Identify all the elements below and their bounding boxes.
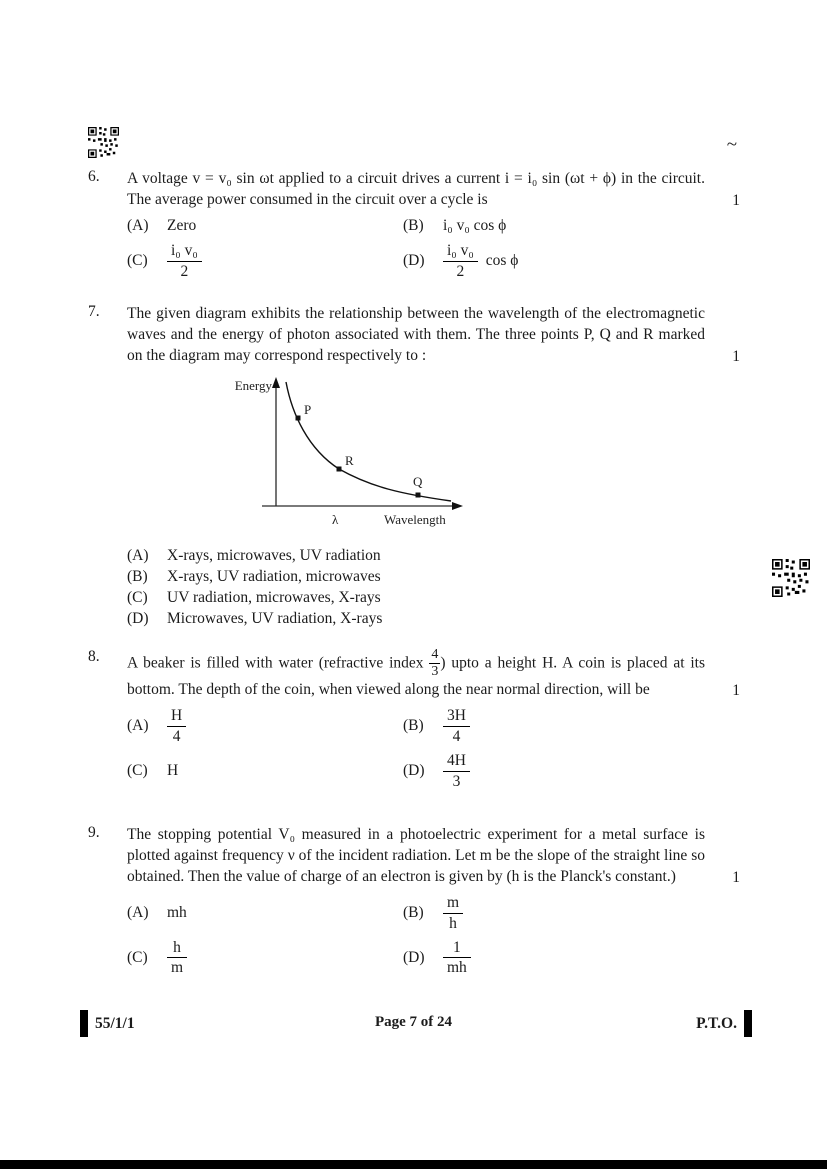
question-text [127, 648, 705, 700]
footer-left-bar [80, 1010, 88, 1037]
fraction-denominator: 4 [172, 727, 181, 745]
option-a [127, 547, 740, 565]
option-a [127, 707, 403, 745]
fraction-numerator: 1 [443, 939, 471, 958]
question-text: The stopping potential V₀ measured in a photoelectric experiment for a metal surface is plotted against frequency ν of the incident radiation. Let m be the slope of the straight line so obtained. Then the value of charge of an electron is given by (h is the Planck's constant.) [127, 826, 705, 886]
option-label: (C) [127, 762, 148, 780]
fraction [443, 752, 470, 790]
option-d [403, 939, 471, 977]
option-label: (D) [403, 762, 425, 780]
option-label: (A) [127, 904, 149, 922]
question-marks: 1 [732, 348, 740, 366]
point-q-marker [416, 493, 421, 498]
fraction-denominator: 4 [452, 727, 461, 745]
fraction-denominator: 2 [456, 262, 465, 280]
option-label: (D) [403, 948, 425, 966]
point-q-label: Q [413, 474, 423, 490]
option-text: X-rays, microwaves, UV radiation [167, 547, 381, 565]
question-text-post: ) upto a height H. A coin is placed at its bottom. The depth of the coin, when viewed along the near normal direction, will be [127, 654, 705, 699]
option-c [127, 589, 740, 607]
option-row [127, 707, 740, 745]
fraction-numerator: 4 [431, 647, 439, 662]
option-label: (C) [127, 252, 148, 270]
energy-wavelength-diagram [216, 374, 740, 539]
question-text-pre: A beaker is filled with water (refractive index [127, 654, 430, 672]
point-p-label: P [304, 402, 312, 418]
y-axis-label: Energy [234, 378, 272, 394]
fraction-denominator: m [171, 959, 184, 977]
fraction-denominator: 2 [180, 262, 189, 280]
option-label: (A) [127, 547, 149, 565]
question-8 [88, 648, 740, 790]
point-p-marker [296, 416, 301, 421]
question-number: 6. [88, 168, 100, 185]
question-6 [88, 168, 740, 280]
qr-code-icon [88, 127, 119, 158]
question-9 [88, 824, 740, 977]
footer-right [696, 1010, 752, 1037]
question-number: 9. [88, 824, 100, 841]
fraction-denominator: 3 [452, 772, 461, 790]
option-row [127, 894, 740, 932]
fraction [443, 242, 478, 280]
pto-label: P.T.O. [696, 1014, 737, 1032]
option-a [127, 904, 403, 922]
fraction [443, 939, 471, 977]
fraction [167, 939, 187, 977]
option-row [127, 217, 740, 235]
option-b [403, 707, 470, 745]
point-r-label: R [345, 453, 354, 469]
question-number: 7. [88, 303, 100, 320]
option-b [127, 568, 740, 586]
option-text: H [167, 762, 179, 780]
question-9-statement [88, 824, 740, 887]
tilde-mark: ~ [726, 134, 737, 155]
lambda-label: λ [332, 512, 339, 528]
y-axis-arrow-icon [272, 377, 280, 388]
option-text: Microwaves, UV radiation, X-rays [167, 610, 383, 628]
option-text: cos ϕ [485, 252, 519, 270]
fraction [429, 648, 440, 679]
option-label: (A) [127, 717, 149, 735]
option-c [127, 939, 403, 977]
option-c [127, 762, 403, 780]
option-c [127, 242, 403, 280]
question-number: 8. [88, 648, 100, 665]
question-7-statement [88, 303, 740, 366]
fraction-numerator: i₀ v₀ [167, 242, 202, 261]
fraction-denominator: mh [447, 959, 467, 977]
fraction-numerator: 3H [443, 707, 470, 726]
hyperbolic-curve [286, 382, 451, 501]
question-text: The given diagram exhibits the relationship between the wavelength of the electromagnetic waves and the energy of photon associated with them. The three points P, Q and R marked on the diagram may correspond respectively to : [127, 305, 705, 365]
option-row [127, 939, 740, 977]
fraction-denominator: h [449, 914, 457, 932]
option-label: (C) [127, 948, 148, 966]
option-label: (A) [127, 217, 149, 235]
x-axis-arrow-icon [452, 502, 463, 510]
footer [0, 1010, 827, 1042]
option-row [127, 752, 740, 790]
option-label: (D) [127, 610, 149, 628]
question-9-options [127, 894, 740, 976]
option-d [403, 752, 470, 790]
option-label: (D) [403, 252, 425, 270]
x-axis-label: Wavelength [384, 512, 446, 528]
question-8-options [127, 707, 740, 789]
option-label: (B) [403, 217, 424, 235]
option-text: X-rays, UV radiation, microwaves [167, 568, 381, 586]
option-d [127, 610, 740, 628]
option-text: mh [167, 904, 187, 922]
page-bottom-bar [0, 1160, 827, 1169]
question-8-statement [88, 648, 740, 700]
option-label: (B) [127, 568, 148, 586]
fraction-numerator: 4H [443, 752, 470, 771]
point-r-marker [337, 467, 342, 472]
option-text: Zero [167, 217, 197, 235]
option-a [127, 217, 403, 235]
page-indicator: Page 7 of 24 [374, 1014, 453, 1030]
option-b [403, 894, 463, 932]
question-6-options [127, 217, 740, 280]
question-marks: 1 [732, 682, 740, 700]
question-marks: 1 [732, 192, 740, 210]
option-label: (C) [127, 589, 148, 607]
option-row [127, 242, 740, 280]
fraction [167, 242, 202, 280]
option-label: (B) [403, 904, 424, 922]
question-text: A voltage v = v₀ sin ωt applied to a circuit drives a current i = i₀ sin (ωt + ϕ) in the circuit. The average power consumed in the circuit over a cycle is [127, 170, 705, 209]
question-marks: 1 [732, 869, 740, 887]
fraction-numerator: m [443, 894, 463, 913]
fraction [167, 707, 186, 745]
fraction-numerator: H [167, 707, 186, 726]
footer-left [80, 1010, 135, 1037]
footer-right-bar [744, 1010, 752, 1037]
option-label: (B) [403, 717, 424, 735]
option-text: i₀ v₀ cos ϕ [443, 217, 507, 235]
fraction-numerator: i₀ v₀ [443, 242, 478, 261]
qr-code-icon [772, 559, 810, 597]
fraction [443, 894, 463, 932]
question-7-options [127, 547, 740, 628]
question-6-statement [88, 168, 740, 210]
option-b [403, 217, 506, 235]
fraction-denominator: 3 [431, 663, 439, 679]
fraction-numerator: h [167, 939, 187, 958]
fraction [443, 707, 470, 745]
option-text: UV radiation, microwaves, X-rays [167, 589, 381, 607]
option-d [403, 242, 518, 280]
question-7 [88, 303, 740, 628]
paper-code: 55/1/1 [95, 1014, 135, 1032]
